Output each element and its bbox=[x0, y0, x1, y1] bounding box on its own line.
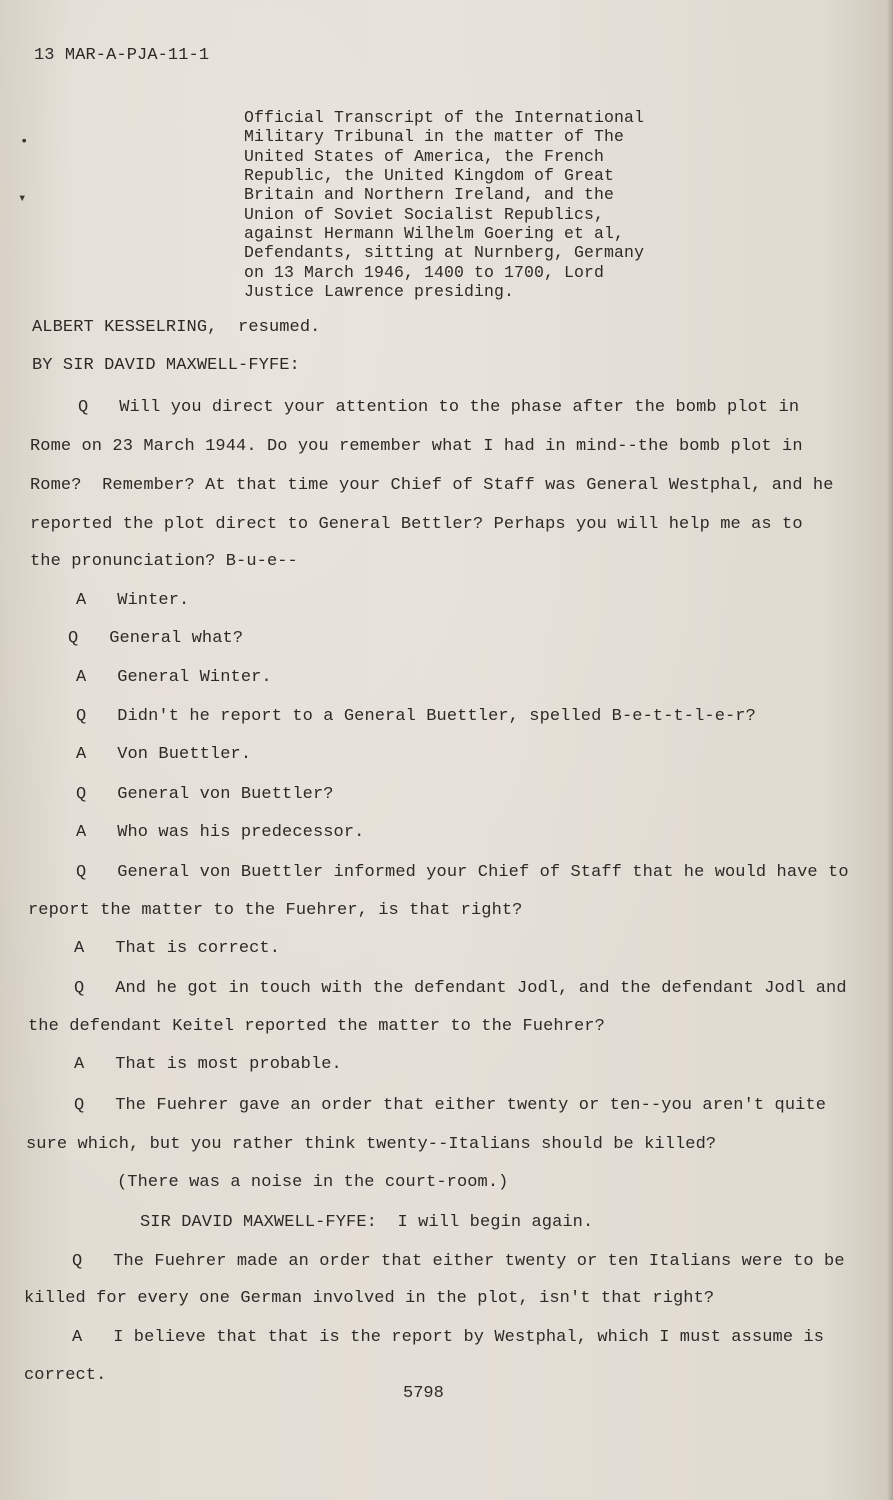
transcript-line: A That is most probable. bbox=[74, 1055, 342, 1074]
transcript-line: Q Didn't he report to a General Buettler, spelled B-e-t-t-l-e-r? bbox=[76, 707, 756, 726]
page-id: 13 MAR-A-PJA-11-1 bbox=[34, 46, 210, 65]
caption-line: Official Transcript of the International bbox=[244, 108, 645, 127]
caption-line: on 13 March 1946, 1400 to 1700, Lord bbox=[244, 263, 605, 282]
transcript-line: the pronunciation? B-u-e-- bbox=[30, 552, 298, 571]
transcript-line: Q General von Buettler informed your Chief of Staff that he would have to bbox=[76, 863, 849, 882]
witness-line: ALBERT KESSELRING, resumed. bbox=[32, 318, 321, 337]
caption-line: Military Tribunal in the matter of The bbox=[244, 127, 625, 146]
caption-line: against Hermann Wilhelm Goering et al, bbox=[244, 224, 625, 243]
transcript-line: A Winter. bbox=[76, 591, 190, 610]
transcript-line: Q The Fuehrer made an order that either twenty or ten Italians were to be bbox=[72, 1252, 845, 1271]
transcript-line: A General Winter. bbox=[76, 668, 272, 687]
transcript-line: Rome on 23 March 1944. Do you remember what I had in mind--the bomb plot in bbox=[30, 437, 803, 456]
transcript-line: the defendant Keitel reported the matter to the Fuehrer? bbox=[28, 1017, 605, 1036]
caption-line: Defendants, sitting at Nurnberg, Germany bbox=[244, 243, 645, 262]
transcript-line: Q General von Buettler? bbox=[76, 785, 334, 804]
caption-line: United States of America, the French bbox=[244, 147, 605, 166]
examiner-line: BY SIR DAVID MAXWELL-FYFE: bbox=[32, 356, 300, 375]
transcript-line: A That is correct. bbox=[74, 939, 281, 958]
margin-mark-icon: • bbox=[20, 134, 29, 150]
transcript-line: Q General what? bbox=[68, 629, 244, 648]
transcript-line: correct. bbox=[24, 1366, 107, 1385]
transcript-line: Q The Fuehrer gave an order that either twenty or ten--you aren't quite bbox=[74, 1096, 827, 1115]
transcript-line: reported the plot direct to General Bettler? Perhaps you will help me as to bbox=[30, 515, 803, 534]
transcript-line: Rome? Remember? At that time your Chief of Staff was General Westphal, and he bbox=[30, 476, 834, 495]
margin-mark-icon: ▾ bbox=[18, 191, 27, 207]
transcript-line: A Von Buettler. bbox=[76, 745, 252, 764]
caption-line: Britain and Northern Ireland, and the bbox=[244, 185, 615, 204]
transcript-line: Q And he got in touch with the defendant Jodl, and the defendant Jodl and bbox=[74, 979, 847, 998]
transcript-line: A I believe that that is the report by Westphal, which I must assume is bbox=[72, 1328, 825, 1347]
transcript-line: killed for every one German involved in the plot, isn't that right? bbox=[24, 1289, 715, 1308]
transcript-line: Q Will you direct your attention to the phase after the bomb plot in bbox=[78, 398, 800, 417]
transcript-line: A Who was his predecessor. bbox=[76, 823, 365, 842]
transcript-line: SIR DAVID MAXWELL-FYFE: I will begin again. bbox=[140, 1213, 594, 1232]
page-edge-shadow bbox=[887, 0, 893, 1500]
caption-line: Republic, the United Kingdom of Great bbox=[244, 166, 615, 185]
transcript-line: (There was a noise in the court-room.) bbox=[117, 1173, 509, 1192]
page-number: 5798 bbox=[403, 1384, 444, 1403]
transcript-line: sure which, but you rather think twenty--Italians should be killed? bbox=[26, 1135, 717, 1154]
transcript-line: report the matter to the Fuehrer, is that right? bbox=[28, 901, 523, 920]
caption-line: Union of Soviet Socialist Republics, bbox=[244, 205, 605, 224]
caption-line: Justice Lawrence presiding. bbox=[244, 282, 515, 301]
